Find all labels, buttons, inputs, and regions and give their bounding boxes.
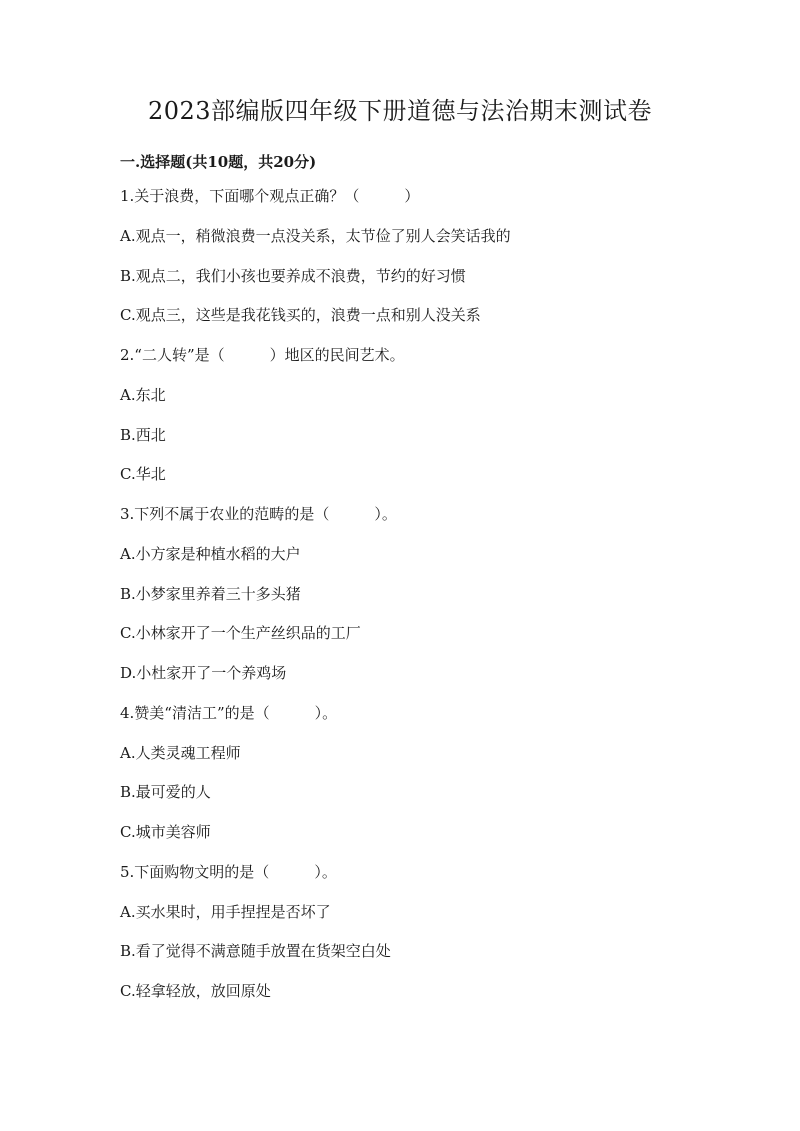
question-5: 5.下面购物文明的是（ ）。 [120,862,337,881]
question-2: 2.“二人转”是（ ）地区的民间艺术。 [120,346,405,364]
question-4: 4.赞美“清洁工”的是（ ）。 [120,703,338,722]
question-3-option-c: C.小林家开了一个生产丝织品的工厂 [120,624,361,643]
question-3-option-b: B.小梦家里养着三十多头猪 [120,584,301,603]
question-4-option-a: A.人类灵魂工程师 [120,743,241,762]
question-5-option-a: A.买水果时，用手捏捏是否坏了 [120,902,331,921]
section-heading: 一.选择题(共10题，共20分) [120,153,317,171]
page-title: 2023部编版四年级下册道德与法治期末测试卷 [147,97,653,125]
question-4-option-c: C.城市美容师 [120,823,211,841]
question-list [120,185,740,1020]
question-2-option-c: C.华北 [120,465,166,484]
question-2-option-b: B.西北 [120,425,166,444]
question-1: 1.关于浪费，下面哪个观点正确？（ ） [120,187,420,205]
question-2-option-a: A.东北 [120,385,166,404]
question-3: 3.下列不属于农业的范畴的是（ ）。 [120,505,397,523]
question-5-option-c: C.轻拿轻放，放回原处 [120,982,271,1000]
question-5-option-b: B.看了觉得不满意随手放置在货架空白处 [120,942,391,961]
question-1-option-c: C.观点三，这些是我花钱买的，浪费一点和别人没关系 [120,306,481,325]
question-3-option-a: A.小方家是种植水稻的大户 [120,544,301,563]
question-4-option-b: B.最可爱的人 [120,783,211,802]
question-1-option-b: B.观点二，我们小孩也要养成不浪费，节约的好习惯 [120,266,466,285]
question-3-option-d: D.小杜家开了一个养鸡场 [120,664,287,682]
question-1-option-a: A.观点一，稍微浪费一点没关系，太节俭了别人会笑话我的 [120,226,511,245]
